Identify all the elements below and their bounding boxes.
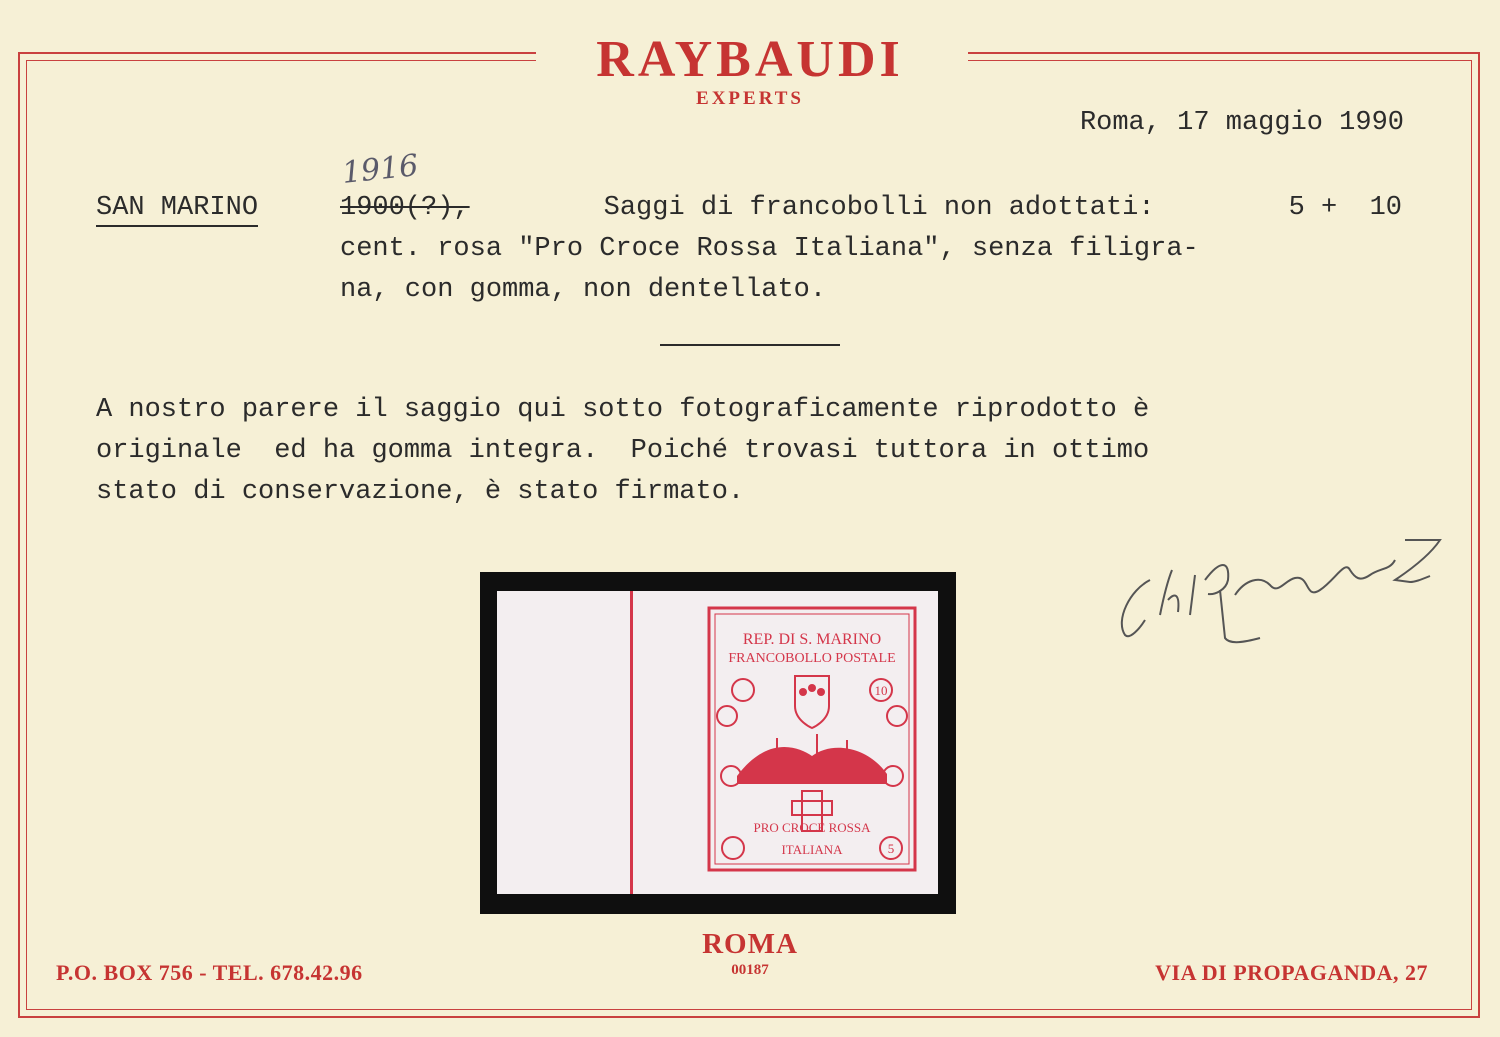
stamp-bottom-text: ITALIANA xyxy=(781,842,843,857)
expert-opinion xyxy=(96,390,1402,513)
country-label: SAN MARINO xyxy=(96,192,258,227)
stamp-description xyxy=(340,188,1402,311)
opinion-line-1: A nostro parere il saggio qui sotto fotograficamente riprodotto è xyxy=(96,395,1150,425)
printed-year: 1900(?), xyxy=(340,193,470,223)
stamp-value-top: 10 xyxy=(874,683,888,698)
footer-address: VIA DI PROPAGANDA, 27 xyxy=(1155,960,1428,985)
footer-contact: P.O. BOX 756 - TEL. 678.42.96 xyxy=(56,960,363,985)
description-line-1-text: Saggi di francobolli non adottati: xyxy=(603,193,1155,223)
description-line-1-values: 5 + 10 xyxy=(1288,193,1402,223)
stamp-line2: FRANCOBOLLO POSTALE xyxy=(728,651,896,666)
stamp-margin-line xyxy=(630,591,633,894)
separator-rule xyxy=(660,344,840,346)
signature xyxy=(1110,520,1450,650)
stamp-value-bottom: 5 xyxy=(887,841,895,856)
description-line-1 xyxy=(340,188,1402,229)
certificate-date: Roma, 17 maggio 1990 xyxy=(1079,108,1404,138)
footer-zip: 00187 xyxy=(731,962,769,978)
description-line-3: na, con gomma, non dentellato. xyxy=(340,275,827,305)
handwritten-year: 1916 xyxy=(340,148,420,191)
brand-subtitle: EXPERTS xyxy=(696,88,804,109)
stamp-image xyxy=(707,606,917,872)
brand-title: RAYBAUDI xyxy=(596,31,904,88)
stamp-cross-text: PRO CROCE ROSSA xyxy=(753,820,871,835)
opinion-line-2: originale ed ha gomma integra. Poiché trovasi tuttora in ottimo xyxy=(96,436,1150,466)
stamp-line1: REP. DI S. MARINO xyxy=(742,631,882,648)
footer-city: ROMA xyxy=(702,928,798,960)
description-line-2: cent. rosa "Pro Croce Rossa Italiana", senza filigra- xyxy=(340,234,1199,264)
opinion-line-3: stato di conservazione, è stato firmato. xyxy=(96,477,745,507)
